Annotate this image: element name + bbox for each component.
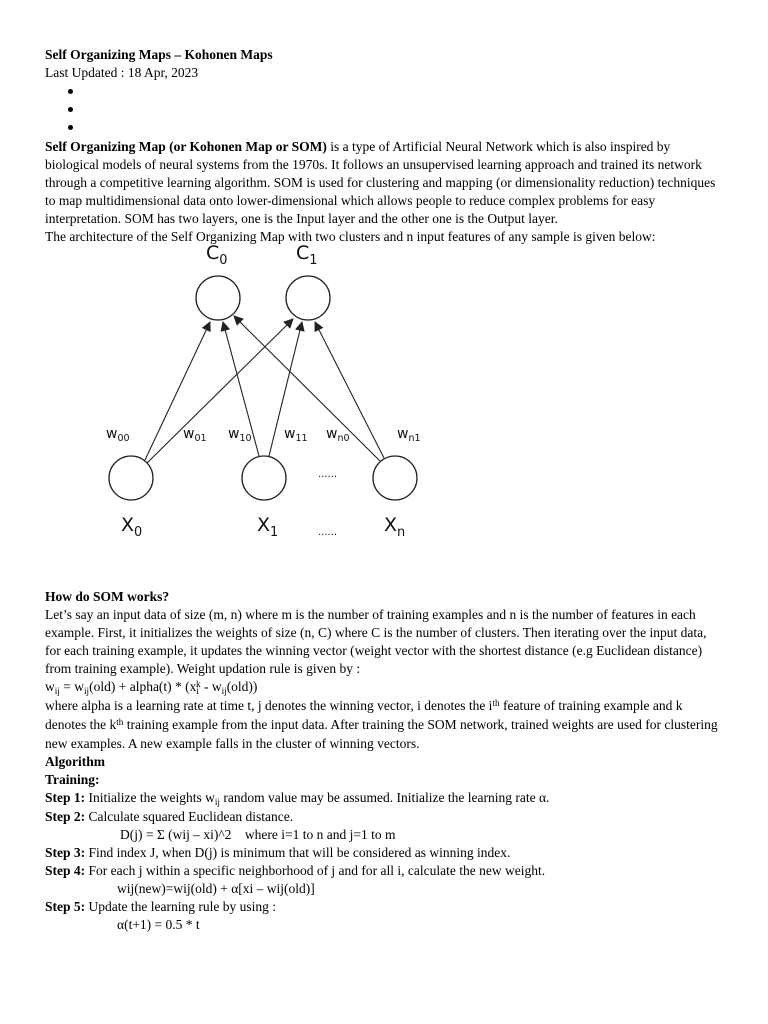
output-label-c0: $C_0$	[206, 242, 228, 268]
ellipsis-middle: ......	[318, 469, 338, 480]
weight-label-w11: $w_{11}$	[284, 426, 308, 445]
edge-w01	[147, 319, 293, 463]
how-heading: How do SOM works?	[45, 589, 170, 604]
step-5: Step 5: Update the learning rule by using :	[45, 899, 276, 914]
ellipsis-bottom: ......	[318, 527, 338, 538]
intro-paragraph	[45, 138, 725, 228]
input-node-x1	[242, 456, 286, 500]
input-label-x1: $X_1$	[257, 514, 279, 540]
document-page	[45, 46, 725, 934]
how-paragraph-1: Let’s say an input data of size (m, n) where m is the number of training examples and n is the number of features in each example. First, it initializes the weights of size (n, C) where C is the number of clusters. Then iterating over the input data, for each training example, it updates the winning vector (weight vector with the shortest distance (e.g Euclidean distance) from training example). Weight updation rule is given by :	[45, 607, 707, 676]
algorithm-heading: Algorithm	[45, 754, 105, 769]
intro-text: is a type of Artificial Neural Network which is also inspired by biological models of neural systems from the 1970s. It follows an unsupervised learning approach and trained its network through a competitive learning algorithm. SOM is used for clustering and mapping (or dimensionality reduction) techniques to map multidimensional data onto lower-dimensional which allows people to reduce complex problems for easy interpretation. SOM has two layers, one is the Input layer and the other one is the Output layer.	[45, 139, 716, 226]
weight-label-wn0: $w_{n0}$	[326, 426, 350, 445]
step-3: Step 3: Find index J, when D(j) is minimum that will be considered as winning index.	[45, 845, 511, 860]
document-title: Self Organizing Maps – Kohonen Maps	[45, 47, 273, 62]
architecture-paragraph: The architecture of the Self Organizing Map with two clusters and n input features of any sample is given below:	[45, 229, 656, 244]
intro-bold-term: Self Organizing Map (or Kohonen Map or SOM)	[45, 139, 327, 154]
output-label-c1: $C_1$	[296, 242, 318, 268]
weight-label-wn1: $w_{n1}$	[397, 426, 421, 445]
weight-update-rule: $w_{ij} = w_{ij}(old)$ + alpha(t) * $(x_i^k - w_{ij}(old))$	[45, 678, 258, 697]
step-5-formula: α(t+1) = 0.5 * t	[117, 917, 200, 932]
bullet-item	[45, 118, 725, 136]
training-heading: Training:	[45, 772, 100, 787]
weight-label-w10: $w_{10}$	[228, 426, 252, 445]
step-1: Step 1: Initialize the weights $w_{ij}$ random value may be assumed. Initialize the learning rate α.	[45, 790, 550, 808]
input-label-xn: $X_n$	[384, 514, 406, 540]
bullet-item	[45, 82, 725, 100]
input-label-x0: $X_0$	[121, 514, 143, 540]
weight-label-w00: $w_{00}$	[106, 426, 130, 445]
input-node-xn	[373, 456, 417, 500]
step-2-formula: D(j) = Σ (wij – xi)^2 where i=1 to n and j=1 to m	[120, 827, 396, 842]
input-node-x0	[109, 456, 153, 500]
bullet-item	[45, 100, 725, 118]
output-node-c1	[286, 276, 330, 320]
output-node-c0	[196, 276, 240, 320]
som-diagram	[45, 242, 725, 588]
som-network-svg	[45, 250, 725, 588]
step-2: Step 2: Calculate squared Euclidean distance.	[45, 809, 294, 824]
how-paragraph-2: where alpha is a learning rate at time t, j denotes the winning vector, i denotes the $i^{th}$ feature of training example and k denotes the $k^{th}$ training example from the input data. After training the SOM network, trained weights are used for clustering new examples. A new example falls in the cluster of winning vectors.	[45, 697, 718, 751]
last-updated: Last Updated : 18 Apr, 2023	[45, 65, 199, 80]
step-4-formula: wij(new)=wij(old) + α[xi – wij(old)]	[117, 881, 315, 896]
step-4: Step 4: For each j within a specific neighborhood of j and for all i, calculate the new weight.	[45, 863, 546, 878]
weight-label-w01: $w_{01}$	[183, 426, 207, 445]
bullet-list	[45, 82, 725, 136]
